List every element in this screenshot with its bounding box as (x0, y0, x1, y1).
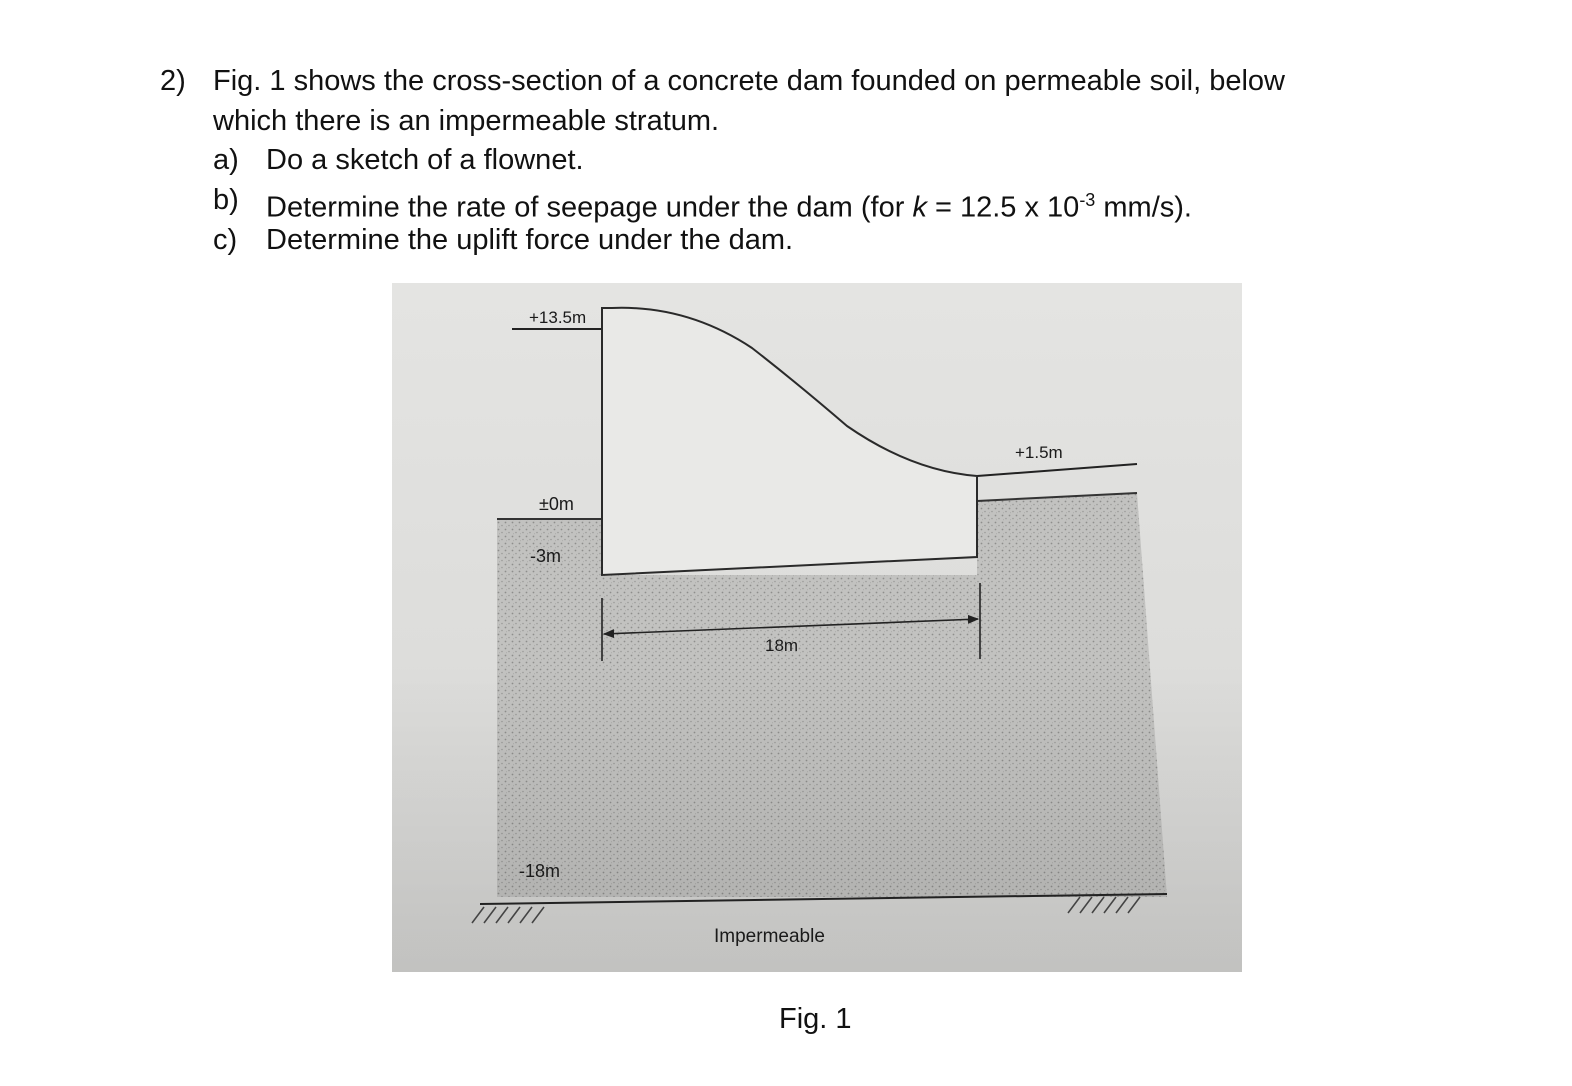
part-a-label: a) (213, 144, 239, 176)
question-intro-line-2: which there is an impermeable stratum. (213, 105, 720, 137)
question-intro-line-1: Fig. 1 shows the cross-section of a concrete dam founded on permeable soil, below (213, 65, 1285, 97)
part-b-exponent: -3 (1079, 190, 1096, 210)
label-ground-level: ±0m (539, 494, 574, 514)
part-b-label: b) (213, 184, 239, 216)
part-b-text-start: Determine the rate of seepage under the dam (for (266, 191, 913, 224)
permeability-symbol: k (912, 191, 927, 224)
part-c-label: c) (213, 224, 238, 256)
label-downstream-water-level: +1.5m (1015, 443, 1063, 462)
label-upstream-water-level: +13.5m (529, 308, 587, 327)
dam-cross-section-figure (392, 283, 1242, 972)
label-impermeable-top: -18m (519, 861, 561, 881)
label-dam-base: -3m (530, 546, 561, 566)
part-a-text: Do a sketch of a flownet. (266, 144, 584, 176)
part-b-units: mm/s). (1095, 191, 1192, 224)
part-c-text: Determine the uplift force under the dam. (266, 224, 794, 256)
figure-caption: Fig. 1 (779, 1003, 852, 1035)
part-b-text (266, 183, 1192, 225)
label-impermeable-stratum: Impermeable (714, 926, 825, 947)
question-number: 2) (160, 65, 186, 97)
label-base-width: 18m (765, 636, 799, 655)
part-b-value: = 12.5 x 10 (926, 191, 1080, 224)
